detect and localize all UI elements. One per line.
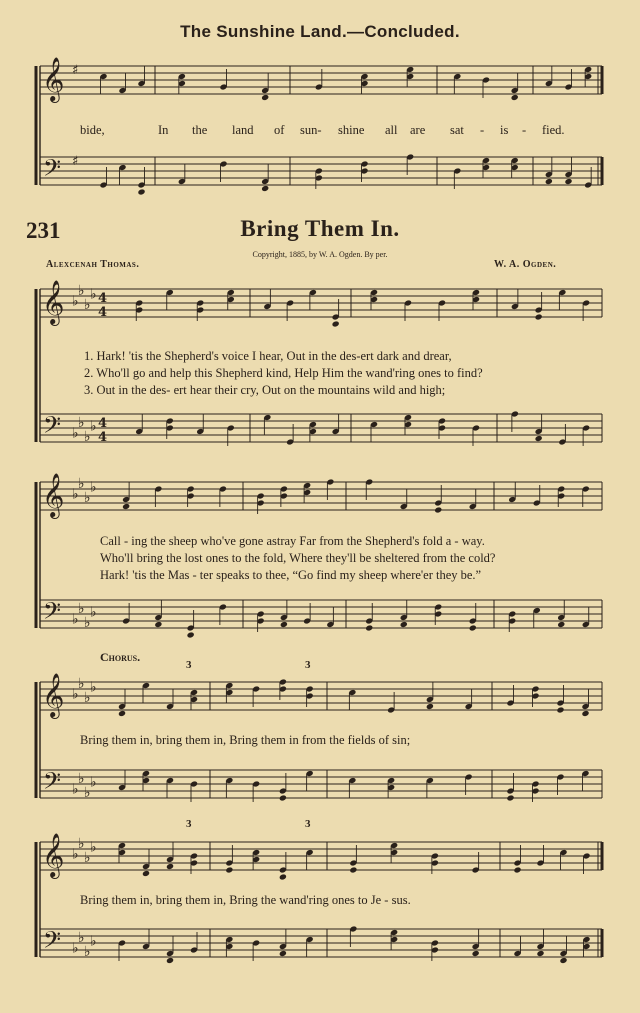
note-head [564,178,572,185]
note-head [556,706,564,713]
flat-sign-icon: ♭ [78,283,85,299]
hymn-title: Bring Them In. [240,216,400,241]
note-head [280,621,288,628]
author-credit: Alexcenah Thomas. [46,259,140,270]
verse-1-line-1: 1. Hark! 'tis the Shepherd's voice I hear, Out in the des-ert dark and drear, [84,349,452,363]
chorus-line-1: Bring them in, bring them in, Bring them in from the fields of sin; [80,733,411,747]
flat-sign-icon: ♭ [72,781,79,798]
note-head [535,435,543,442]
treble-clef-icon: 𝄞 [42,833,65,877]
note-head [225,866,233,873]
note-head [166,957,174,964]
flat-sign-icon: ♭ [72,940,79,957]
note-head [536,950,544,957]
note-head [545,178,553,185]
sharp-sign-icon: ♯ [72,154,79,169]
bass-clef-icon: 𝄢 [43,154,62,187]
triplet-mark: 3 [186,818,192,830]
lyric-syllable: shine [338,123,365,137]
chorus-label: Chorus. [100,650,141,664]
flat-sign-icon: ♭ [90,839,97,856]
flat-sign-icon: ♭ [72,425,79,442]
flat-sign-icon: ♭ [84,785,91,801]
verse-3-line-1: 3. Out in the des- ert hear their cry, Out on the mountains wild and high; [84,383,446,397]
treble-clef-icon: 𝄞 [42,280,65,324]
flat-sign-icon: ♭ [78,415,85,431]
flat-sign-icon: ♭ [78,476,85,492]
time-signature-icon: 4 [98,430,108,445]
flat-sign-icon: ♭ [84,690,91,706]
lyric-syllable: fied. [542,123,565,137]
note-head [279,873,287,880]
note-head [511,94,519,101]
treble-clef-icon: 𝄞 [42,57,65,101]
verse-3-line-2: Hark! 'tis the Mas - ter speaks to thee, “Go find my sheep where'er they be.” [100,568,482,582]
note-head [513,866,521,873]
note-head [166,863,174,870]
note-head [261,185,269,192]
flat-sign-icon: ♭ [90,604,97,621]
note-head [261,94,269,101]
flat-sign-icon: ♭ [90,479,97,496]
note-head [279,950,287,957]
lyric-syllable: sat [450,123,464,137]
lyric-syllable: all [385,123,398,137]
treble-clef-icon: 𝄞 [42,473,65,517]
flat-sign-icon: ♭ [72,611,79,628]
lyric-syllable: of [274,123,285,137]
note-head [469,624,477,631]
flat-sign-icon: ♭ [72,486,79,503]
lyric-syllable: is [500,123,509,137]
flat-sign-icon: ♭ [84,850,91,866]
bass-clef-icon: 𝄢 [43,926,62,959]
note-head [506,794,514,801]
note-head [535,313,543,320]
note-head [154,621,162,628]
flat-sign-icon: ♭ [72,686,79,703]
bass-clef-icon: 𝄢 [43,767,62,800]
note-head [434,506,442,513]
flat-sign-icon: ♭ [78,771,85,787]
triplet-mark: 3 [305,818,311,830]
flat-sign-icon: ♭ [72,846,79,863]
treble-clef-icon: 𝄞 [42,673,65,717]
note-head [349,866,357,873]
note-head [137,188,145,195]
note-head [581,710,589,717]
note-head [142,870,150,877]
note-head [122,503,130,510]
flat-sign-icon: ♭ [84,490,91,506]
flat-sign-icon: ♭ [90,286,97,303]
verse-1-line-2: Call - ing the sheep who've gone astray Far from the Shepherd's fold a - way. [100,534,485,548]
time-signature-icon: 4 [98,291,108,306]
flat-sign-icon: ♭ [90,933,97,950]
flat-sign-icon: ♭ [78,930,85,946]
flat-sign-icon: ♭ [84,944,91,960]
hymn-number: 231 [26,218,61,243]
flat-sign-icon: ♭ [84,429,91,445]
note-head [332,320,340,327]
flat-sign-icon: ♭ [78,601,85,617]
lyric-syllable: are [410,123,426,137]
lyric-syllable: the [192,123,208,137]
verse-2-line-1: 2. Who'll go and help this Shepherd kind, Help Him the wand'ring ones to find? [84,366,483,380]
note-head [472,950,480,957]
note-head [559,957,567,964]
lyric-syllable: land [232,123,254,137]
note-head [426,703,434,710]
note-head [279,794,287,801]
page-header-title: The Sunshine Land.—Concluded. [180,22,460,41]
note-head [187,631,195,638]
lyric-syllable: - [522,123,527,137]
flat-sign-icon: ♭ [90,774,97,791]
triplet-mark: 3 [305,659,311,671]
time-signature-icon: 4 [98,305,108,320]
flat-sign-icon: ♭ [84,297,91,313]
lyric-syllable: - [480,123,485,137]
flat-sign-icon: ♭ [90,679,97,696]
sharp-sign-icon: ♯ [72,63,79,78]
flat-sign-icon: ♭ [90,418,97,435]
time-signature-icon: 4 [98,416,108,431]
flat-sign-icon: ♭ [78,676,85,692]
note-head [118,710,126,717]
flat-sign-icon: ♭ [84,615,91,631]
lyric-syllable: In [158,123,169,137]
chorus-line-2: Bring them in, bring them in, Bring the wand'ring ones to Je - sus. [80,893,411,907]
composer-credit: W. A. Ogden. [494,259,557,270]
bass-clef-icon: 𝄢 [43,411,62,444]
lyric-syllable: sun- [300,123,322,137]
bass-clef-icon: 𝄢 [43,597,62,630]
flat-sign-icon: ♭ [72,293,79,310]
note-head [557,621,565,628]
triplet-mark: 3 [186,659,192,671]
flat-sign-icon: ♭ [78,836,85,852]
verse-2-line-2: Who'll bring the lost ones to the fold, Where they'll be sheltered from the cold? [100,551,496,565]
note-head [400,621,408,628]
copyright-line: Copyright, 1885, by W. A. Ogden. By per. [252,250,388,259]
lyric-syllable: bide, [80,123,105,137]
note-head [365,624,373,631]
